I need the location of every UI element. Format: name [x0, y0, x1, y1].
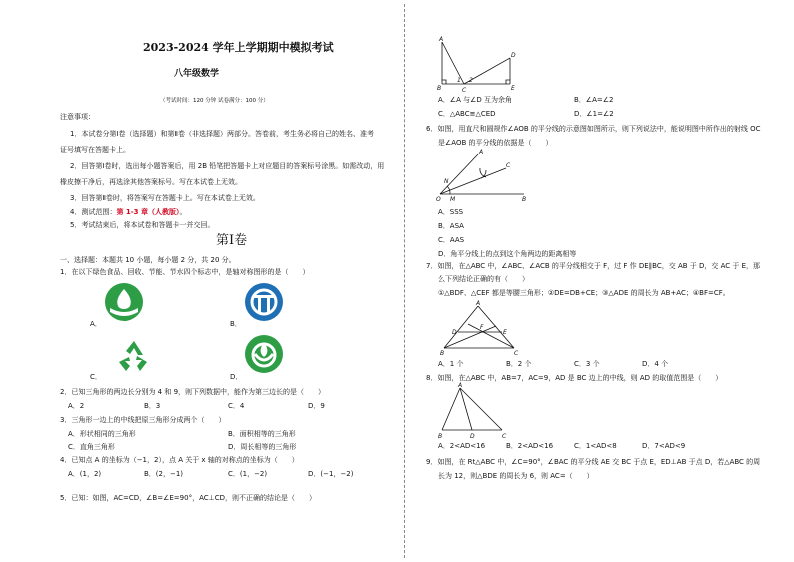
note-2b: 橡皮擦干净后，再选涂其他答案标号。写在本试卷上无效。: [60, 178, 242, 186]
q5-stem: 5．已知：如图，AC=CD，∠B=∠E=90°，AC⊥CD，则不正确的结论是（ ）: [60, 494, 316, 502]
q7-stem-c: ①△BDF、△CEF 都是等腰三角形；②DE=DB+CE；③△ADE 的周长为 AB+AC；④BF=CF。: [438, 289, 730, 297]
q6-option-a: A．SSS: [438, 208, 464, 216]
q1-stem: 1．在以下绿色食品、回收、节能、节水四个标志中，是轴对称图形的是（ ）: [60, 268, 310, 276]
q7-label-d: D: [452, 329, 457, 336]
q6-stem-b: 是∠AOB 的平分线的依据是（ ）: [438, 139, 553, 147]
q5-figure: [436, 36, 526, 94]
exam-title: 2023-2024 学年上学期期中模拟考试: [143, 41, 334, 54]
q4-stem: 4．已知点 A 的坐标为（−1，2），点 A 关于 x 轴的对称点的坐标为（ ）: [60, 456, 299, 464]
q5-label-a: A: [439, 36, 444, 43]
column-divider: [404, 4, 405, 558]
test-range: 第 1-3 章（人教版）: [116, 208, 180, 216]
q6-option-b: B．ASA: [438, 222, 464, 230]
exam-meta: （考试时间：120 分钟 试卷满分：100 分）: [160, 98, 269, 104]
q6-label-b: B: [522, 196, 527, 203]
q8-option-b: B．2<AD<16: [506, 442, 554, 450]
q4-option-d: D．(−1，−2): [308, 470, 354, 478]
q8-option-c: C．1<AD<8: [574, 442, 617, 450]
q8-label-c: C: [502, 433, 507, 440]
q3-option-a: A．形状相同的三角形: [68, 430, 136, 438]
recycle-arrows-logo: [116, 338, 152, 374]
q8-label-a: A: [458, 382, 463, 389]
q6-figure: [436, 150, 536, 202]
q3-option-c: C．直角三角形: [68, 443, 115, 451]
q7-stem-b: 么下列结论正确的有（ ）: [438, 275, 529, 283]
notes-heading: 注意事项：: [60, 113, 95, 121]
q2-option-a: A．2: [68, 402, 85, 410]
q8-option-d: D．7<AD<9: [642, 442, 686, 450]
q1-option-d: D．: [230, 373, 243, 381]
q5-option-a: A．∠A 与∠D 互为余角: [438, 96, 512, 104]
q8-option-a: A．2<AD<16: [438, 442, 486, 450]
q6-label-a: A: [479, 149, 484, 156]
q6-label-n: N: [444, 178, 449, 185]
q5-option-d: D．∠1=∠2: [574, 110, 614, 118]
q5-label-1: 1: [457, 77, 461, 84]
q6-option-d: D．角平分线上的点到这个角两边的距离相等: [438, 250, 577, 258]
q5-label-b: B: [437, 85, 442, 92]
q8-stem: 8．如图，在△ABC 中，AB=7，AC=9，AD 是 BC 边上的中线，则 AD 的取值范围是（ ）: [426, 374, 723, 382]
q9-stem-a: 9．如图，在 Rt△ABC 中，∠C=90°，∠BAC 的平分线 AE 交 BC 于点 E，ED⊥AB 于点 D，若△ABC 的周: [426, 458, 761, 466]
q5-label-c: C: [462, 87, 467, 94]
q2-option-b: B．3: [144, 402, 161, 410]
q5-label-d: D: [511, 52, 516, 59]
note-4-suffix: 。: [179, 208, 187, 216]
q8-label-d: D: [470, 433, 475, 440]
water-saving-logo: [244, 334, 284, 374]
q6-stem-a: 6．如图，用直尺和圆规作∠AOB 的平分线的示意图如图所示，则下列说法中，能说明图中所作出的射线 OC: [426, 125, 761, 133]
q6-option-c: C．AAS: [438, 236, 465, 244]
volume-title: 第Ⅰ卷: [216, 233, 248, 248]
q4-option-b: B．(2，−1): [144, 470, 184, 478]
q4-option-a: A．(1，2): [68, 470, 102, 478]
q3-stem: 3．三角形一边上的中线把原三角形分成两个（ ）: [60, 416, 226, 424]
q7-stem-a: 7．如图，在△ABC 中，∠ABC、∠ACB 的平分线相交于 F，过 F 作 DE∥BC，交 AB 于 D，交 AC 于 E，那: [426, 262, 761, 270]
q5-option-b: B．∠A=∠2: [574, 96, 614, 104]
q7-label-c: C: [514, 350, 519, 357]
q7-option-d: D．4 个: [642, 360, 669, 368]
q7-figure: [440, 302, 522, 356]
q7-label-b: B: [440, 350, 445, 357]
q5-label-2: 2: [469, 77, 473, 84]
q6-label-o: O: [436, 196, 441, 203]
q1-option-a: A．: [90, 320, 102, 328]
q6-label-m: M: [450, 196, 456, 203]
q7-option-b: B．2 个: [506, 360, 532, 368]
q2-option-d: D．9: [308, 402, 325, 410]
recycle-logo-b: [244, 282, 284, 322]
note-4-prefix: 4．测试范围：: [70, 208, 117, 216]
note-4: [70, 208, 187, 217]
q7-label-f: F: [480, 324, 484, 331]
q7-label-a: A: [476, 300, 481, 307]
section-1-heading: 一、选择题：本题共 10 小题，每小题 2 分，共 20 分。: [60, 256, 236, 264]
exam-subtitle: 八年级数学: [174, 69, 220, 79]
q1-option-c: C．: [90, 373, 102, 381]
q3-option-d: D．周长相等的三角形: [228, 443, 297, 451]
note-5: 5．考试结束后，将本试卷和答题卡一并交回。: [70, 221, 215, 229]
q4-option-c: C．(1，−2): [228, 470, 268, 478]
q7-option-a: A．1 个: [438, 360, 464, 368]
q9-stem-b: 长为 12，则△BDE 的周长为 6，则 AC=（ ）: [438, 472, 594, 480]
note-3: 3．回答第Ⅱ卷时，将答案写在答题卡上。写在本试卷上无效。: [70, 194, 260, 202]
note-1b: 证号填写在答题卡上。: [60, 146, 130, 154]
note-1a: 1．本试卷分第Ⅰ卷（选择题）和第Ⅱ卷（非选择题）两部分。答卷前，考生务必将自己的姓名、准考: [70, 130, 374, 138]
q7-option-c: C．3 个: [574, 360, 600, 368]
q2-option-c: C．4: [228, 402, 245, 410]
q8-figure: [436, 384, 518, 440]
right-column: [406, 0, 794, 562]
note-2a: 2．回答第Ⅰ卷时，选出每小题答案后，用 2B 铅笔把答题卡上对应题目的答案标号涂黑。如需改动，用: [70, 162, 385, 170]
q8-label-b: B: [438, 433, 443, 440]
q3-option-b: B．面积相等的三角形: [228, 430, 296, 438]
green-food-logo: [104, 282, 144, 322]
q2-stem: 2．已知三角形的两边长分别为 4 和 9，则下列数据中，能作为第三边长的是（ ）: [60, 388, 326, 396]
q1-option-b: B．: [230, 320, 242, 328]
q5-label-e: E: [511, 85, 515, 92]
q6-label-c: C: [506, 162, 511, 169]
q7-label-e: E: [503, 329, 507, 336]
q5-option-c: C．△ABC≌△CED: [438, 110, 496, 118]
